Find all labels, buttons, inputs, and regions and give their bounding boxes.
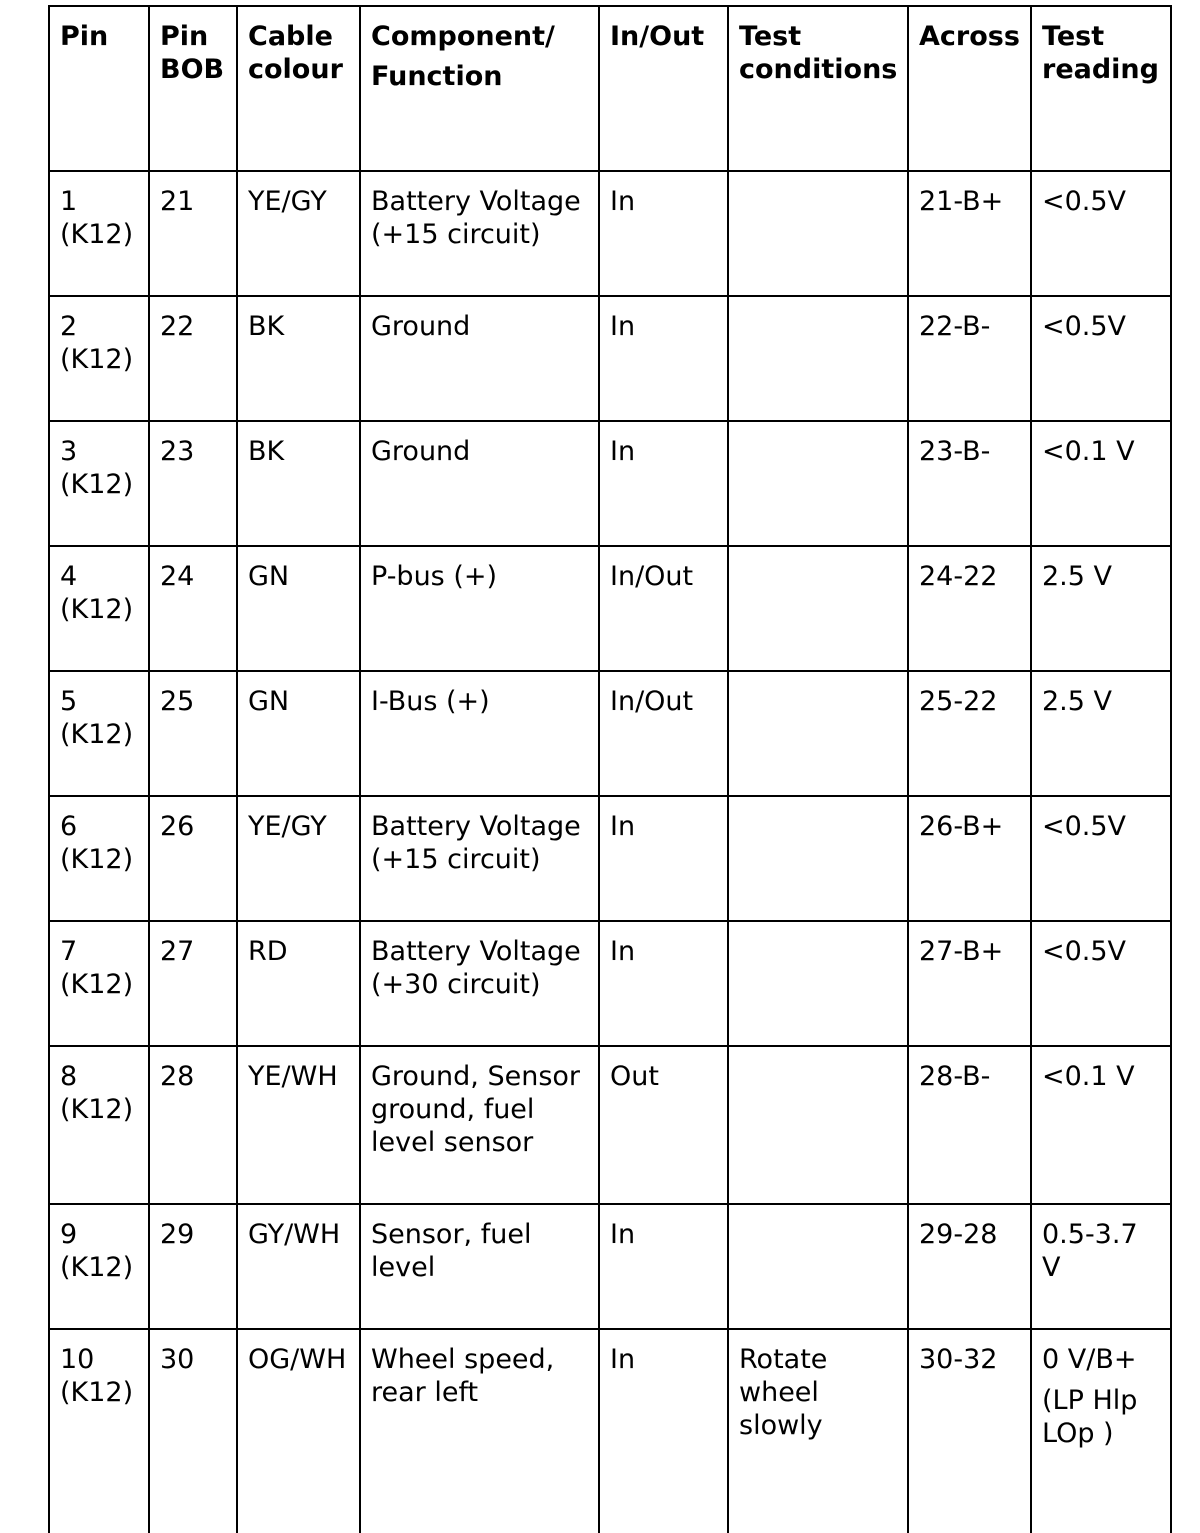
pin-number: 2 <box>60 311 78 342</box>
in-out-value: In/Out <box>610 686 694 717</box>
cell-in-out <box>599 796 728 921</box>
table-row <box>49 1046 1171 1204</box>
across-value: 23-B- <box>919 436 991 467</box>
cell-test-reading <box>1031 671 1171 796</box>
cell-cable-colour <box>237 1046 360 1204</box>
component-function-value: I-Bus (+) <box>371 686 490 717</box>
cell-test-conditions <box>728 796 908 921</box>
cell-pin-bob <box>149 421 237 546</box>
table-row <box>49 921 1171 1046</box>
pin-number: 3 <box>60 436 78 467</box>
cell-pin-bob <box>149 921 237 1046</box>
test-reading-value: 0 V/B+ <box>1042 1344 1137 1375</box>
across-value: 28-B- <box>919 1061 991 1092</box>
header-pin <box>49 6 149 171</box>
header-component-function <box>360 6 599 171</box>
cell-component-function <box>360 171 599 296</box>
pin-bob-value: 26 <box>160 811 195 842</box>
cell-across <box>908 921 1031 1046</box>
cable-colour-value: GN <box>248 561 290 592</box>
cell-test-conditions <box>728 296 908 421</box>
cell-test-conditions <box>728 171 908 296</box>
pin-number: 5 <box>60 686 78 717</box>
cell-pin-bob <box>149 796 237 921</box>
cell-in-out <box>599 671 728 796</box>
cell-across <box>908 796 1031 921</box>
pin-test-table <box>48 5 1172 1533</box>
header-across-line-1: Across <box>919 21 1020 52</box>
header-row <box>49 6 1171 171</box>
cable-colour-value: YE/WH <box>248 1061 338 1092</box>
in-out-value: In <box>610 311 636 342</box>
pin-connector: (K12) <box>60 594 134 625</box>
across-value: 29-28 <box>919 1219 998 1250</box>
table-row <box>49 171 1171 296</box>
in-out-value: In <box>610 936 636 967</box>
cell-pin-bob <box>149 546 237 671</box>
cell-pin-bob <box>149 671 237 796</box>
header-pin-bob-line-2: BOB <box>160 54 225 85</box>
test-conditions-value: Rotate wheel slowly <box>739 1344 828 1441</box>
cell-in-out <box>599 171 728 296</box>
table-body <box>49 171 1171 1533</box>
pin-bob-value: 23 <box>160 436 195 467</box>
header-test-reading <box>1031 6 1171 171</box>
pin-bob-value: 24 <box>160 561 195 592</box>
header-cable-colour <box>237 6 360 171</box>
in-out-value: In <box>610 1219 636 1250</box>
pin-bob-value: 21 <box>160 186 195 217</box>
pin-connector: (K12) <box>60 969 134 1000</box>
pin-connector: (K12) <box>60 469 134 500</box>
cell-across <box>908 546 1031 671</box>
header-test-conditions-line-1: Test <box>739 21 802 52</box>
cell-across <box>908 296 1031 421</box>
cell-test-conditions <box>728 1329 908 1533</box>
pin-connector: (K12) <box>60 1094 134 1125</box>
cell-pin <box>49 421 149 546</box>
pin-bob-value: 29 <box>160 1219 195 1250</box>
component-function-value: Ground <box>371 311 471 342</box>
header-component-line-2: Function <box>371 61 503 92</box>
header-component-line-1: Component/ <box>371 21 555 52</box>
cell-test-conditions <box>728 421 908 546</box>
cell-cable-colour <box>237 671 360 796</box>
header-pin-bob <box>149 6 237 171</box>
test-reading-value: <0.5V <box>1042 311 1127 342</box>
cable-colour-value: YE/GY <box>248 186 327 217</box>
cell-test-conditions <box>728 671 908 796</box>
cell-pin <box>49 921 149 1046</box>
cable-colour-value: YE/GY <box>248 811 327 842</box>
pin-bob-value: 25 <box>160 686 195 717</box>
header-in-out <box>599 6 728 171</box>
across-value: 27-B+ <box>919 936 1004 967</box>
pin-number: 7 <box>60 936 78 967</box>
across-value: 30-32 <box>919 1344 998 1375</box>
component-function-value: Ground, Sensor ground, fuel level sensor <box>371 1061 581 1158</box>
cell-in-out <box>599 1329 728 1533</box>
cell-pin-bob <box>149 171 237 296</box>
across-value: 24-22 <box>919 561 998 592</box>
cable-colour-value: GY/WH <box>248 1219 341 1250</box>
component-function-value: Battery Voltage (+15 circuit) <box>371 186 581 250</box>
across-value: 25-22 <box>919 686 998 717</box>
cell-pin <box>49 546 149 671</box>
pin-number: 9 <box>60 1219 78 1250</box>
cable-colour-value: RD <box>248 936 288 967</box>
cell-pin <box>49 796 149 921</box>
pin-number: 8 <box>60 1061 78 1092</box>
test-reading-value: 2.5 V <box>1042 686 1112 717</box>
pin-number: 6 <box>60 811 78 842</box>
cable-colour-value: BK <box>248 436 285 467</box>
cell-test-conditions <box>728 1046 908 1204</box>
table-row <box>49 421 1171 546</box>
across-value: 26-B+ <box>919 811 1004 842</box>
cell-test-reading <box>1031 921 1171 1046</box>
header-cable-colour-line-1: Cable <box>248 21 333 52</box>
cell-test-reading <box>1031 421 1171 546</box>
component-function-value: Ground <box>371 436 471 467</box>
cell-cable-colour <box>237 296 360 421</box>
across-value: 21-B+ <box>919 186 1004 217</box>
header-test-conditions-line-2: conditions <box>739 54 898 85</box>
pin-number: 1 <box>60 186 78 217</box>
header-cable-colour-line-2: colour <box>248 54 343 85</box>
component-function-value: Sensor, fuel level <box>371 1219 532 1283</box>
pin-connector: (K12) <box>60 844 134 875</box>
cell-test-reading <box>1031 296 1171 421</box>
header-pin-line-1: Pin <box>60 21 109 52</box>
cell-cable-colour <box>237 421 360 546</box>
cell-cable-colour <box>237 1204 360 1329</box>
cell-test-reading <box>1031 796 1171 921</box>
test-reading-note: (LP Hlp LOp ) <box>1042 1385 1138 1449</box>
cell-pin <box>49 1204 149 1329</box>
cell-in-out <box>599 1046 728 1204</box>
cell-component-function <box>360 1046 599 1204</box>
cell-in-out <box>599 921 728 1046</box>
cell-across <box>908 421 1031 546</box>
cable-colour-value: BK <box>248 311 285 342</box>
in-out-value: In <box>610 1344 636 1375</box>
table-row <box>49 1329 1171 1533</box>
cell-cable-colour <box>237 796 360 921</box>
component-function-value: Wheel speed, rear left <box>371 1344 555 1408</box>
cell-pin <box>49 296 149 421</box>
pin-connector: (K12) <box>60 719 134 750</box>
pin-connector: (K12) <box>60 344 134 375</box>
pin-connector: (K12) <box>60 219 134 250</box>
test-reading-value: 0.5-3.7 V <box>1042 1219 1138 1283</box>
cell-test-reading <box>1031 1329 1171 1533</box>
header-test-reading-line-2: reading <box>1042 54 1159 85</box>
test-reading-value: <0.5V <box>1042 936 1127 967</box>
table-row <box>49 796 1171 921</box>
cell-component-function <box>360 921 599 1046</box>
header-pin-bob-line-1: Pin <box>160 21 209 52</box>
cell-pin-bob <box>149 1046 237 1204</box>
cell-cable-colour <box>237 546 360 671</box>
cell-pin-bob <box>149 1204 237 1329</box>
cell-pin <box>49 1329 149 1533</box>
test-reading-value: <0.5V <box>1042 186 1127 217</box>
pin-bob-value: 27 <box>160 936 195 967</box>
cell-cable-colour <box>237 921 360 1046</box>
in-out-value: In <box>610 436 636 467</box>
cell-pin-bob <box>149 296 237 421</box>
cell-test-reading <box>1031 1046 1171 1204</box>
cell-pin <box>49 671 149 796</box>
cell-component-function <box>360 546 599 671</box>
cell-cable-colour <box>237 171 360 296</box>
cell-in-out <box>599 421 728 546</box>
in-out-value: In <box>610 811 636 842</box>
cell-test-reading <box>1031 546 1171 671</box>
cell-test-reading <box>1031 1204 1171 1329</box>
table-row <box>49 546 1171 671</box>
cell-component-function <box>360 1204 599 1329</box>
cell-test-conditions <box>728 546 908 671</box>
header-in-out-line-1: In/Out <box>610 21 705 52</box>
pin-bob-value: 30 <box>160 1344 195 1375</box>
cable-colour-value: GN <box>248 686 290 717</box>
header-test-conditions <box>728 6 908 171</box>
cell-across <box>908 1329 1031 1533</box>
cell-pin <box>49 171 149 296</box>
table-row <box>49 296 1171 421</box>
cell-test-conditions <box>728 921 908 1046</box>
pin-bob-value: 28 <box>160 1061 195 1092</box>
table-row <box>49 671 1171 796</box>
cell-test-conditions <box>728 1204 908 1329</box>
component-function-value: Battery Voltage (+30 circuit) <box>371 936 581 1000</box>
cell-component-function <box>360 671 599 796</box>
cell-across <box>908 1046 1031 1204</box>
cell-in-out <box>599 1204 728 1329</box>
test-reading-value: <0.1 V <box>1042 436 1135 467</box>
test-reading-value: 2.5 V <box>1042 561 1112 592</box>
in-out-value: In/Out <box>610 561 694 592</box>
cell-component-function <box>360 421 599 546</box>
component-function-value: Battery Voltage (+15 circuit) <box>371 811 581 875</box>
across-value: 22-B- <box>919 311 991 342</box>
cell-in-out <box>599 546 728 671</box>
cell-component-function <box>360 796 599 921</box>
cell-pin-bob <box>149 1329 237 1533</box>
component-function-value: P-bus (+) <box>371 561 498 592</box>
cell-component-function <box>360 296 599 421</box>
cell-across <box>908 671 1031 796</box>
in-out-value: In <box>610 186 636 217</box>
header-test-reading-line-1: Test <box>1042 21 1105 52</box>
cell-test-reading <box>1031 171 1171 296</box>
cell-in-out <box>599 296 728 421</box>
cable-colour-value: OG/WH <box>248 1344 347 1375</box>
cell-cable-colour <box>237 1329 360 1533</box>
pin-connector: (K12) <box>60 1252 134 1283</box>
cell-across <box>908 171 1031 296</box>
pin-number: 10 <box>60 1344 95 1375</box>
cell-across <box>908 1204 1031 1329</box>
pin-bob-value: 22 <box>160 311 195 342</box>
table-row <box>49 1204 1171 1329</box>
cell-pin <box>49 1046 149 1204</box>
in-out-value: Out <box>610 1061 659 1092</box>
test-reading-value: <0.1 V <box>1042 1061 1135 1092</box>
header-across <box>908 6 1031 171</box>
pin-number: 4 <box>60 561 78 592</box>
pin-connector: (K12) <box>60 1377 134 1408</box>
cell-component-function <box>360 1329 599 1533</box>
test-reading-value: <0.5V <box>1042 811 1127 842</box>
